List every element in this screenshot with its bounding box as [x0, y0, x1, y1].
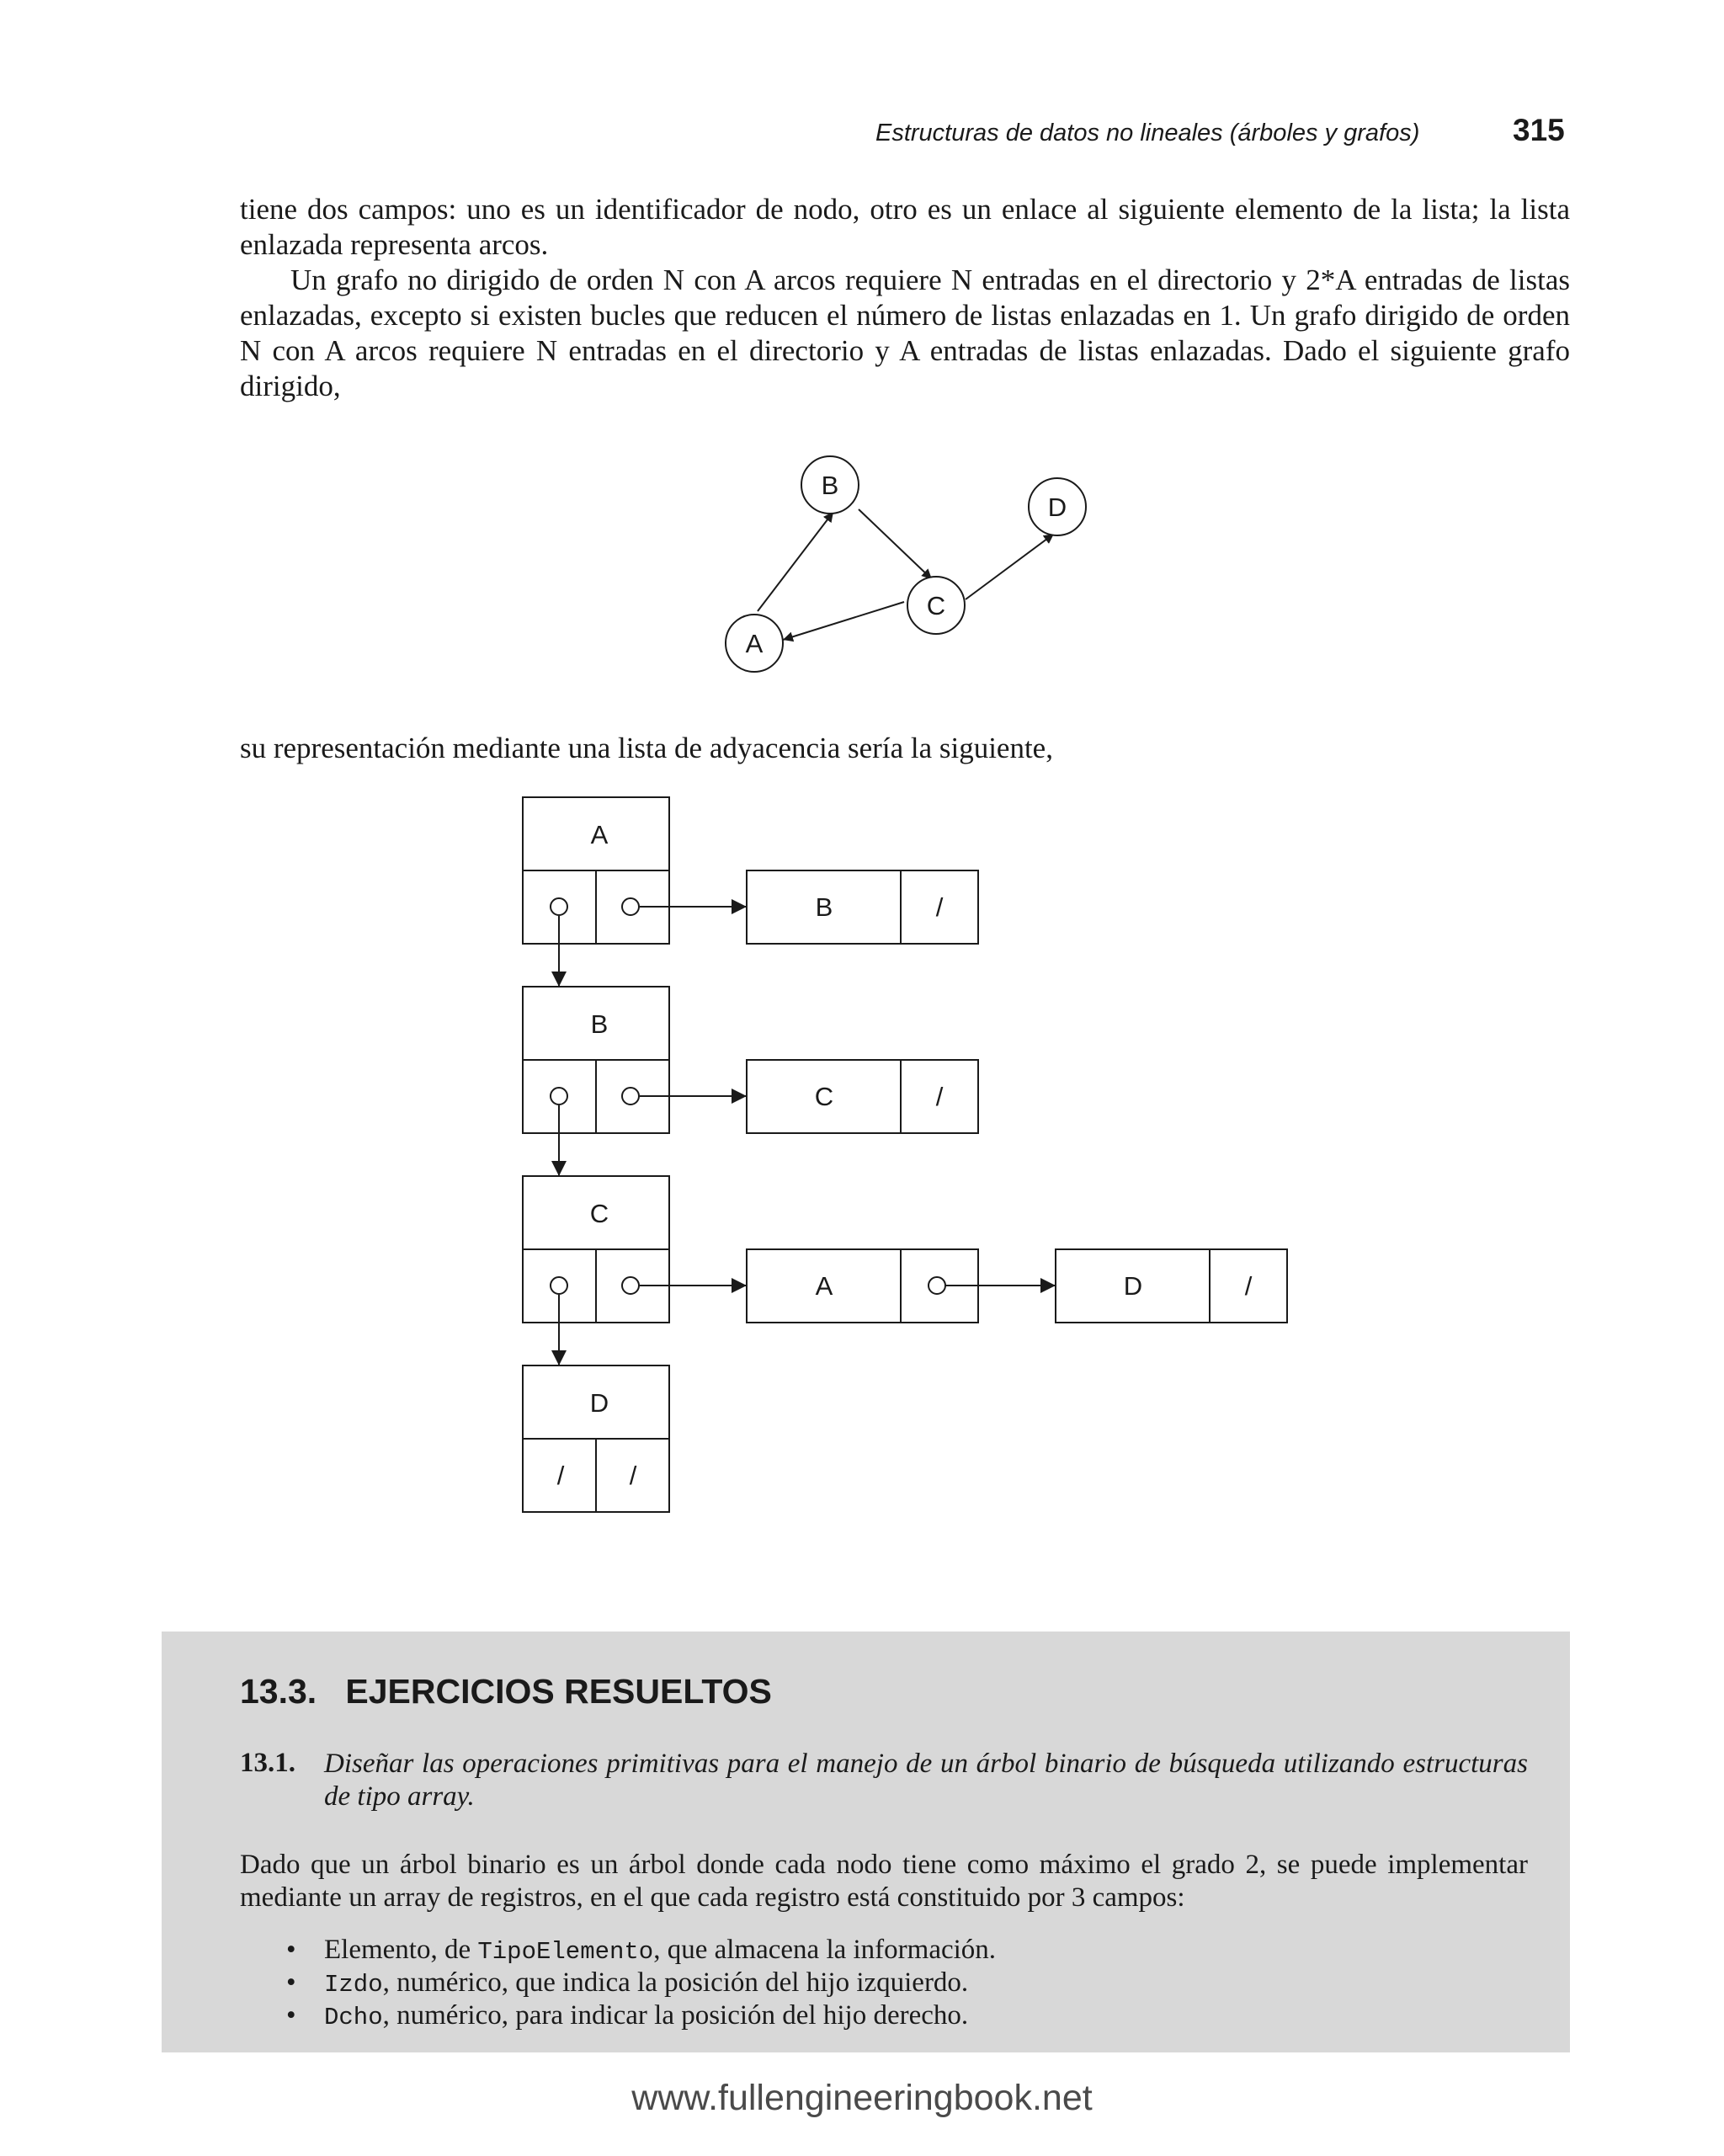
adjacency-list-diagram [523, 797, 1287, 1512]
bullet: • [286, 1967, 296, 1998]
paragraph-3: su representación mediante una lista de adyacencia sería la siguiente, [240, 732, 1053, 764]
running-title: Estructuras de datos no lineales (árboles y grafos) [875, 120, 1420, 146]
edge-label-a-b: B [815, 892, 833, 922]
directory-label-d: D [589, 1388, 609, 1418]
edge-node-c-d [1056, 1249, 1287, 1323]
edge-c-d [966, 534, 1054, 599]
bullet: • [286, 1935, 296, 1965]
graph-label-d: D [1047, 492, 1067, 522]
field-name-code: Dcho [324, 2004, 383, 2031]
null-marker: / [556, 1461, 565, 1490]
footer-url: www.fullengineeringbook.net [631, 2078, 1093, 2118]
graph-label-a: A [745, 629, 764, 658]
paragraph-2: Un grafo no dirigido de orden N con A arcos requiere N entradas en el directorio y 2*A entradas de listas enlazadas, excepto si existen bucles que reducen el número de listas enlazadas en 1. Un grafo dirigido de orden N con A arcos requiere N entradas en el directorio y A entradas de listas enlazadas. Dado el siguiente grafo dirigido, [240, 264, 1570, 402]
directory-label-c: C [589, 1199, 609, 1228]
bullet: • [286, 2000, 296, 2031]
edge-label-c-a: A [815, 1271, 833, 1301]
field-text: , numérico, que indica la posición del hijo izquierdo. [382, 1967, 969, 1998]
exercise-number: 13.1. [240, 1748, 295, 1778]
field-text: , numérico, para indicar la posición del hijo derecho. [382, 2000, 969, 2031]
exercise-statement: Diseñar las operaciones primitivas para el manejo de un árbol binario de búsqueda utilizando estructuras de tipo array. [324, 1749, 1528, 1812]
directory-label-b: B [590, 1009, 609, 1039]
field-type-code: TipoElemento [477, 1938, 654, 1966]
adjacency-intro [240, 731, 1570, 766]
edge-label-c-d: D [1123, 1271, 1143, 1301]
null-marker: / [935, 1082, 944, 1111]
field-name-code: Izdo [324, 1971, 383, 1999]
field-name: Elemento [324, 1935, 431, 1965]
directed-graph [726, 456, 1086, 672]
list-item [240, 1935, 1528, 1967]
paragraph-1: tiene dos campos: uno es un identificador de nodo, otro es un enlace al siguiente elemento de la lista; la lista enlazada representa arcos. [240, 193, 1570, 261]
edge-node-a-b [747, 870, 978, 944]
answer-text: Dado que un árbol binario es un árbol donde cada nodo tiene como máximo el grado 2, se puede implementar mediante un array de registros, en el que cada registro está constituido por 3 campos: [240, 1850, 1528, 1913]
edge-node-b-c [747, 1060, 978, 1133]
edge-label-b-c: C [814, 1082, 834, 1111]
list-item [240, 2000, 1528, 2033]
page-number: 315 [1513, 113, 1565, 147]
edge-b-c [859, 509, 932, 579]
field-text: , de [430, 1935, 478, 1965]
section-heading: 13.3. EJERCICIOS RESUELTOS [240, 1672, 772, 1711]
graph-label-b: B [821, 471, 839, 500]
field-text: , que almacena la información. [653, 1935, 997, 1965]
edge-a-b [758, 512, 833, 611]
directory-label-a: A [590, 820, 609, 849]
null-marker: / [629, 1461, 637, 1490]
graph-label-c: C [926, 591, 946, 620]
field-list [240, 1935, 1528, 2033]
null-marker: / [935, 892, 944, 922]
null-marker: / [1244, 1271, 1253, 1301]
edge-c-a [783, 602, 904, 640]
list-item [240, 1967, 1528, 2000]
